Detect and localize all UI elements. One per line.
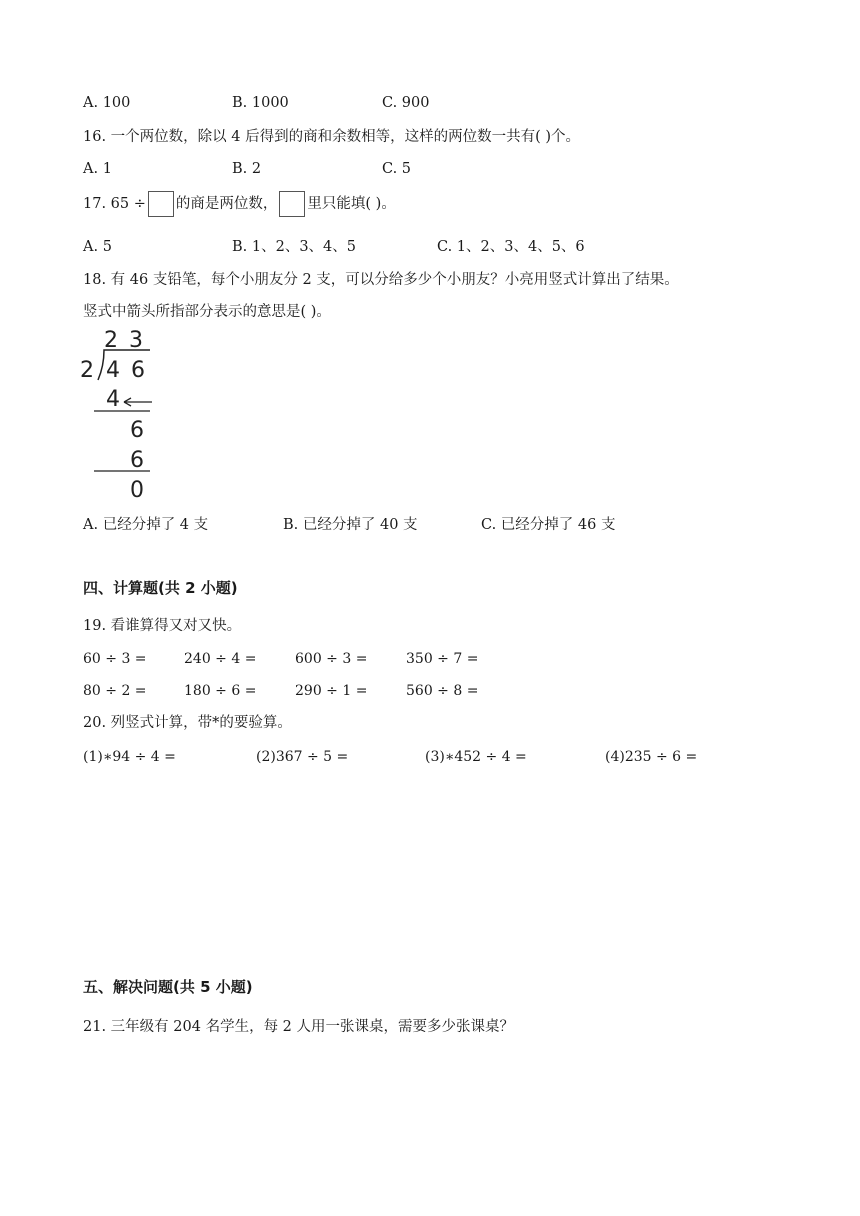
q20-text: 20. 列竖式计算，带*的要验算。 — [83, 715, 292, 731]
division-step-6a: 6 — [130, 418, 144, 443]
q17-suffix: 里只能填( )。 — [307, 195, 396, 212]
q15-option-c: C. 900 — [382, 95, 430, 111]
q16-option-c: C. 5 — [382, 161, 412, 177]
q19-r2-c2: 180 ÷ 6 = — [184, 683, 257, 699]
q19-r2-c4: 560 ÷ 8 = — [406, 683, 479, 699]
q17-blank-box-2 — [279, 191, 305, 217]
q19-r1-c1: 60 ÷ 3 = — [83, 651, 147, 667]
q17-option-b: B. 1、2、3、4、5 — [232, 239, 357, 255]
q18-option-c: C. 已经分掉了 46 支 — [481, 517, 616, 533]
division-step-4: 4 — [106, 387, 120, 412]
division-remainder: 0 — [130, 478, 144, 503]
q16-option-a: A. 1 — [83, 161, 112, 177]
q20-item-3: (3)∗452 ÷ 4 = — [425, 749, 527, 765]
q20-item-4: (4)235 ÷ 6 = — [605, 749, 698, 765]
division-quotient: 2 3 — [104, 328, 145, 353]
q15-option-a: A. 100 — [83, 95, 131, 111]
section-5-title: 五、解决问题(共 5 小题) — [83, 978, 253, 996]
long-division-figure — [76, 326, 166, 504]
division-step-6b: 6 — [130, 448, 144, 473]
section-4-title: 四、计算题(共 2 小题) — [83, 579, 238, 597]
q17-option-c: C. 1、2、3、4、5、6 — [437, 239, 585, 255]
division-divisor: 2 — [80, 358, 94, 383]
q19-r2-c1: 80 ÷ 2 = — [83, 683, 147, 699]
q19-r1-c3: 600 ÷ 3 = — [295, 651, 368, 667]
q17-option-a: A. 5 — [83, 239, 112, 255]
arrow-left-icon — [120, 396, 160, 408]
division-dividend: 4 6 — [106, 358, 147, 383]
q21-text: 21. 三年级有 204 名学生，每 2 人用一张课桌，需要多少张课桌？ — [83, 1019, 515, 1035]
q17-blank-box-1 — [148, 191, 174, 217]
q18-line1: 18. 有 46 支铅笔，每个小朋友分 2 支，可以分给多少个小朋友？小亮用竖式计算出了结果。 — [83, 272, 679, 288]
q19-r2-c3: 290 ÷ 1 = — [295, 683, 368, 699]
q16-option-b: B. 2 — [232, 161, 262, 177]
q19-r1-c4: 350 ÷ 7 = — [406, 651, 479, 667]
q16-text: 16. 一个两位数，除以 4 后得到的商和余数相等，这样的两位数一共有( )个。 — [83, 129, 581, 145]
q17-middle: 的商是两位数， — [175, 195, 278, 212]
q20-item-2: (2)367 ÷ 5 = — [256, 749, 349, 765]
q18-line2: 竖式中箭头所指部分表示的意思是( )。 — [83, 304, 331, 320]
q19-text: 19. 看谁算得又对又快。 — [83, 618, 242, 634]
q20-item-1: (1)∗94 ÷ 4 = — [83, 749, 176, 765]
q19-r1-c2: 240 ÷ 4 = — [184, 651, 257, 667]
q18-option-b: B. 已经分掉了 40 支 — [283, 517, 418, 533]
q18-option-a: A. 已经分掉了 4 支 — [83, 517, 209, 533]
q17-prefix: 17. 65 ÷ — [83, 195, 146, 212]
division-bracket — [76, 326, 166, 504]
q17-line — [83, 190, 396, 218]
q15-option-b: B. 1000 — [232, 95, 289, 111]
